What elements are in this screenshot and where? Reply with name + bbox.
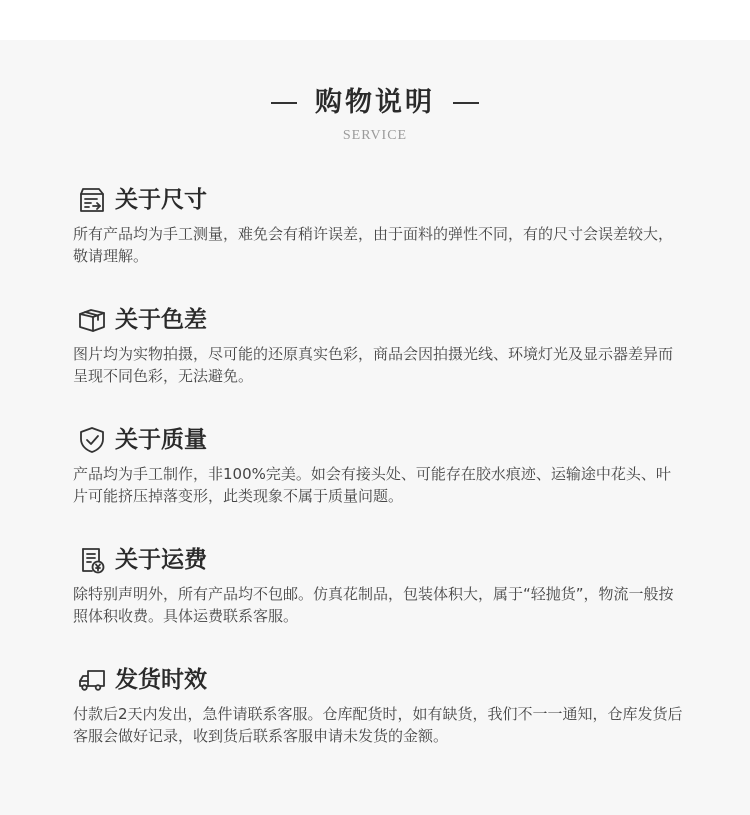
section-header <box>73 663 693 697</box>
section-body: 产品均为手工制作，非100%完美。如会有接头处、可能存在胶水痕迹、运输途中花头、叶片可能挤压掉落变形，此类现象不属于质量问题。 <box>73 465 671 505</box>
section-body: 所有产品均为手工测量，难免会有稍许误差，由于面料的弹性不同，有的尺寸会误差较大，敬请理解。 <box>73 225 674 265</box>
section-size <box>73 183 693 267</box>
section-quality <box>73 423 693 507</box>
shield-check-icon <box>77 425 107 455</box>
section-body: 图片均为实物拍摄，尽可能的还原真实色彩，商品会因拍摄光线、环境灯光及显示器差异而呈现不同色彩，无法避免。 <box>73 345 674 385</box>
section-title: 关于质量 <box>115 427 207 453</box>
section-header <box>73 543 693 577</box>
section-header <box>73 303 693 337</box>
section-title: 关于色差 <box>115 307 207 333</box>
section-delivery-time <box>73 663 693 747</box>
delivery-truck-icon <box>77 665 107 695</box>
title-row <box>0 85 750 121</box>
section-shipping-fee <box>73 543 693 627</box>
package-box-icon <box>77 305 107 335</box>
section-body: 付款后2天内发出，急件请联系客服。仓库配货时，如有缺货，我们不一一通知，仓库发货后客服会做好记录，收到货后联系客服申请未发货的金额。 <box>73 705 683 745</box>
title-dash-right <box>453 102 479 104</box>
section-header <box>73 423 693 457</box>
section-color <box>73 303 693 387</box>
section-title: 关于运费 <box>115 547 207 573</box>
receipt-yen-icon <box>77 545 107 575</box>
shopping-info-panel <box>0 40 750 815</box>
section-body: 除特别声明外，所有产品均不包邮。仿真花制品，包装体积大，属于“轻抛货”，物流一般按照体积收费。具体运费联系客服。 <box>73 585 674 625</box>
section-header <box>73 183 693 217</box>
page-title: 购物说明 <box>315 87 435 118</box>
page-subtitle: SERVICE <box>342 128 408 143</box>
title-dash-left <box>271 102 297 104</box>
ruler-box-icon <box>77 185 107 215</box>
section-title: 发货时效 <box>115 667 207 693</box>
page-header <box>0 85 750 145</box>
section-title: 关于尺寸 <box>115 187 207 213</box>
